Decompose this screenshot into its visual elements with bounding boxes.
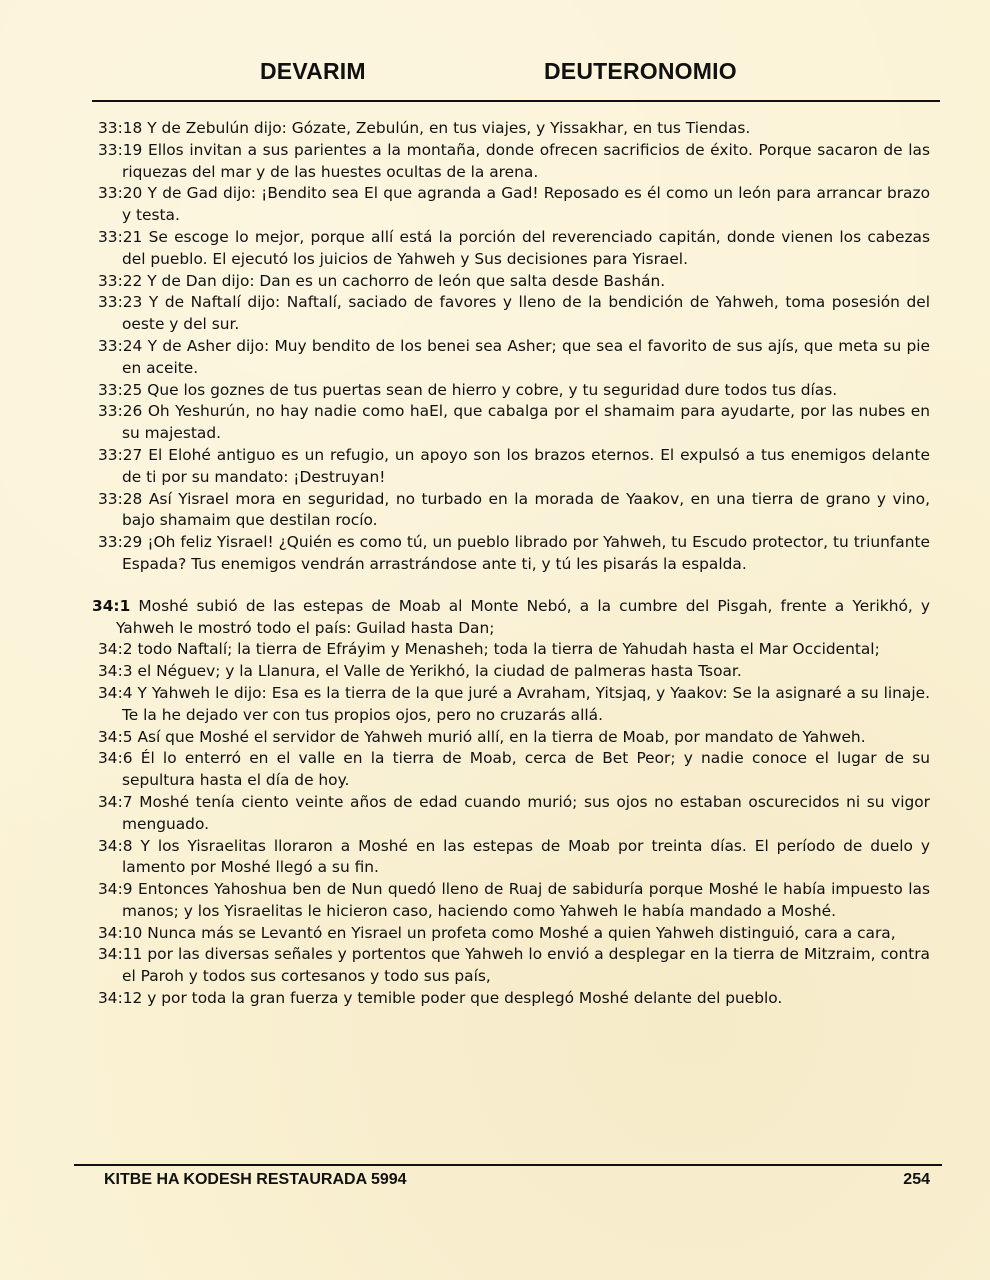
verse-ref: 34:2 bbox=[98, 640, 133, 659]
verse-ref: 34:10 bbox=[98, 923, 143, 942]
chapter-start-ref: 34:1 bbox=[92, 596, 131, 615]
verse bbox=[98, 401, 930, 445]
verse-text: Entonces Yahoshua ben de Nun quedó lleno de Ruaj de sabiduría porque Moshé le había impuesto las manos; y los Yisraelitas le hicieron caso, haciendo como Yahweh le había mandado a Moshé. bbox=[122, 880, 930, 920]
verse-text: Y de Naftalí dijo: Naftalí, saciado de favores y lleno de la bendición de Yahweh, toma posesión del oeste y del sur. bbox=[122, 293, 930, 334]
verse-text: el Néguev; y la Llanura, el Valle de Yerikhó, la ciudad de palmeras hasta Tsoar. bbox=[137, 662, 742, 681]
verse-text: Y de Zebulún dijo: Gózate, Zebulún, en tus viajes, y Yissakhar, en tus Tiendas. bbox=[147, 119, 751, 137]
verse-ref: 33:29 bbox=[98, 533, 143, 552]
verse-text: Nunca más se Levantó en Yisrael un profeta como Moshé a quien Yahweh distinguió, cara a cara, bbox=[147, 923, 896, 942]
verse-ref: 34:7 bbox=[98, 792, 133, 811]
verse bbox=[98, 727, 930, 749]
verse bbox=[92, 596, 930, 640]
verse bbox=[98, 292, 930, 336]
verse bbox=[98, 639, 930, 661]
verse-ref: 34:5 bbox=[98, 727, 133, 746]
verse-text: Moshé tenía ciento veinte años de edad cuando murió; sus ojos no estaban oscurecidos ni su vigor menguado. bbox=[122, 792, 930, 833]
chapter-34-section bbox=[92, 596, 930, 1010]
verse-text: ¡Oh feliz Yisrael! ¿Quién es como tú, un pueblo librado por Yahweh, tu Escudo protector, tu triunfante Espada? Tus enemigos vendrán arrastrándose ante ti, y tú les pisarás la espalda. bbox=[122, 533, 930, 573]
verse-ref: 33:19 bbox=[98, 140, 143, 159]
book-title-spanish: DEUTERONOMIO bbox=[544, 58, 737, 84]
verse bbox=[98, 532, 930, 576]
verse-text: Así Yisrael mora en seguridad, no turbado en la morada de Yaakov, en una tierra de grano y vino, bajo shamaim que destilan rocío. bbox=[122, 489, 930, 530]
verse bbox=[98, 227, 930, 271]
verse bbox=[98, 336, 930, 380]
verse-ref: 33:27 bbox=[98, 445, 143, 464]
book-title-hebrew: DEVARIM bbox=[260, 58, 366, 84]
verse bbox=[98, 118, 930, 140]
verse-ref: 33:24 bbox=[98, 336, 143, 355]
verse-ref: 33:22 bbox=[98, 271, 143, 290]
verse-ref: 33:18 bbox=[98, 119, 143, 137]
verse-text: Y los Yisraelitas lloraron a Moshé en las estepas de Moab por treinta días. El período de duelo y lamento por Moshé llegó a su fin. bbox=[122, 836, 930, 877]
verse-ref: 33:20 bbox=[98, 184, 143, 203]
verse-text: Moshé subió de las estepas de Moab al Monte Nebó, a la cumbre del Pisgah, frente a Yerikhó, y Yahweh le mostró todo el país: Guilad hasta Dan; bbox=[116, 596, 930, 637]
verse-ref: 33:28 bbox=[98, 489, 143, 508]
verse bbox=[98, 140, 930, 184]
verse bbox=[98, 944, 930, 988]
verse-ref: 34:12 bbox=[98, 989, 143, 1008]
verse-text: Y Yahweh le dijo: Esa es la tierra de la que juré a Avraham, Yitsjaq, y Yaakov: Se la asignaré a su linaje. Te la he dejado ver con tus propios ojos, pero no cruzarás allá. bbox=[122, 683, 930, 724]
verse-text: Oh Yeshurún, no hay nadie como haEl, que cabalga por el shamaim para ayudarte, por las nubes en su majestad. bbox=[122, 402, 930, 443]
verse bbox=[98, 683, 930, 727]
header-rule bbox=[92, 100, 940, 102]
verse-ref: 33:25 bbox=[98, 380, 143, 399]
chapter-33-section bbox=[98, 118, 930, 576]
verse-text: Ellos invitan a sus parientes a la montaña, donde ofrecen sacrificios de éxito. Porque sacaron de las riquezas del mar y de las huestes ocultas de la arena. bbox=[122, 140, 930, 181]
verse-text: Y de Gad dijo: ¡Bendito sea El que agranda a Gad! Reposado es él como un león para arrancar brazo y testa. bbox=[122, 184, 930, 225]
verse bbox=[98, 879, 930, 923]
verse-text: Y de Asher dijo: Muy bendito de los benei sea Asher; que sea el favorito de sus ajís, que meta su pie en aceite. bbox=[122, 336, 930, 377]
verse-ref: 34:6 bbox=[98, 749, 133, 768]
verse bbox=[98, 661, 930, 683]
verse-ref: 34:4 bbox=[98, 683, 133, 702]
verse bbox=[98, 748, 930, 792]
page-header bbox=[92, 58, 940, 88]
verse-ref: 33:23 bbox=[98, 293, 143, 312]
verse bbox=[98, 183, 930, 227]
page-number: 254 bbox=[903, 1171, 930, 1188]
scripture-text bbox=[92, 118, 930, 1010]
verse-text: y por toda la gran fuerza y temible poder que desplegó Moshé delante del pueblo. bbox=[147, 989, 783, 1008]
verse-ref: 34:8 bbox=[98, 836, 133, 855]
verse-text: Y de Dan dijo: Dan es un cachorro de león que salta desde Bashán. bbox=[147, 271, 666, 290]
verse bbox=[98, 271, 930, 293]
verse-ref: 33:26 bbox=[98, 402, 143, 421]
verse bbox=[98, 489, 930, 533]
verse bbox=[98, 792, 930, 836]
verse-text: El Elohé antiguo es un refugio, un apoyo son los brazos eternos. El expulsó a tus enemigos delante de ti por su mandato: ¡Destruyan! bbox=[122, 445, 930, 486]
verse-ref: 34:11 bbox=[98, 945, 143, 964]
verse-text: Así que Moshé el servidor de Yahweh murió allí, en la tierra de Moab, por mandato de Yahweh. bbox=[137, 727, 866, 746]
verse bbox=[98, 923, 930, 945]
verse-text: Que los goznes de tus puertas sean de hierro y cobre, y tu seguridad dure todos tus días. bbox=[147, 380, 838, 399]
footer-rule bbox=[74, 1164, 942, 1166]
verse bbox=[98, 445, 930, 489]
verse-ref: 33:21 bbox=[98, 227, 143, 246]
verse bbox=[98, 380, 930, 402]
verse-ref: 34:9 bbox=[98, 880, 133, 899]
footer-publication-title: KITBE HA KODESH RESTAURADA 5994 bbox=[104, 1171, 407, 1188]
verse bbox=[98, 988, 930, 1010]
verse-text: Se escoge lo mejor, porque allí está la porción del reverenciado capitán, donde vienen los cabezas del pueblo. El ejecutó los juicios de Yahweh y Sus decisiones para Yisrael. bbox=[122, 227, 930, 268]
verse-text: por las diversas señales y portentos que Yahweh lo envió a desplegar en la tierra de Mitzraim, contra el Paroh y todos sus cortesanos y todo sus país, bbox=[122, 945, 930, 986]
verse-ref: 34:3 bbox=[98, 662, 133, 681]
verse bbox=[98, 836, 930, 880]
verse-text: Él lo enterró en el valle en la tierra de Moab, cerca de Bet Peor; y nadie conoce el lugar de su sepultura hasta el día de hoy. bbox=[122, 749, 930, 790]
verse-text: todo Naftalí; la tierra de Efráyim y Menasheh; toda la tierra de Yahudah hasta el Mar Occidental; bbox=[137, 640, 880, 659]
